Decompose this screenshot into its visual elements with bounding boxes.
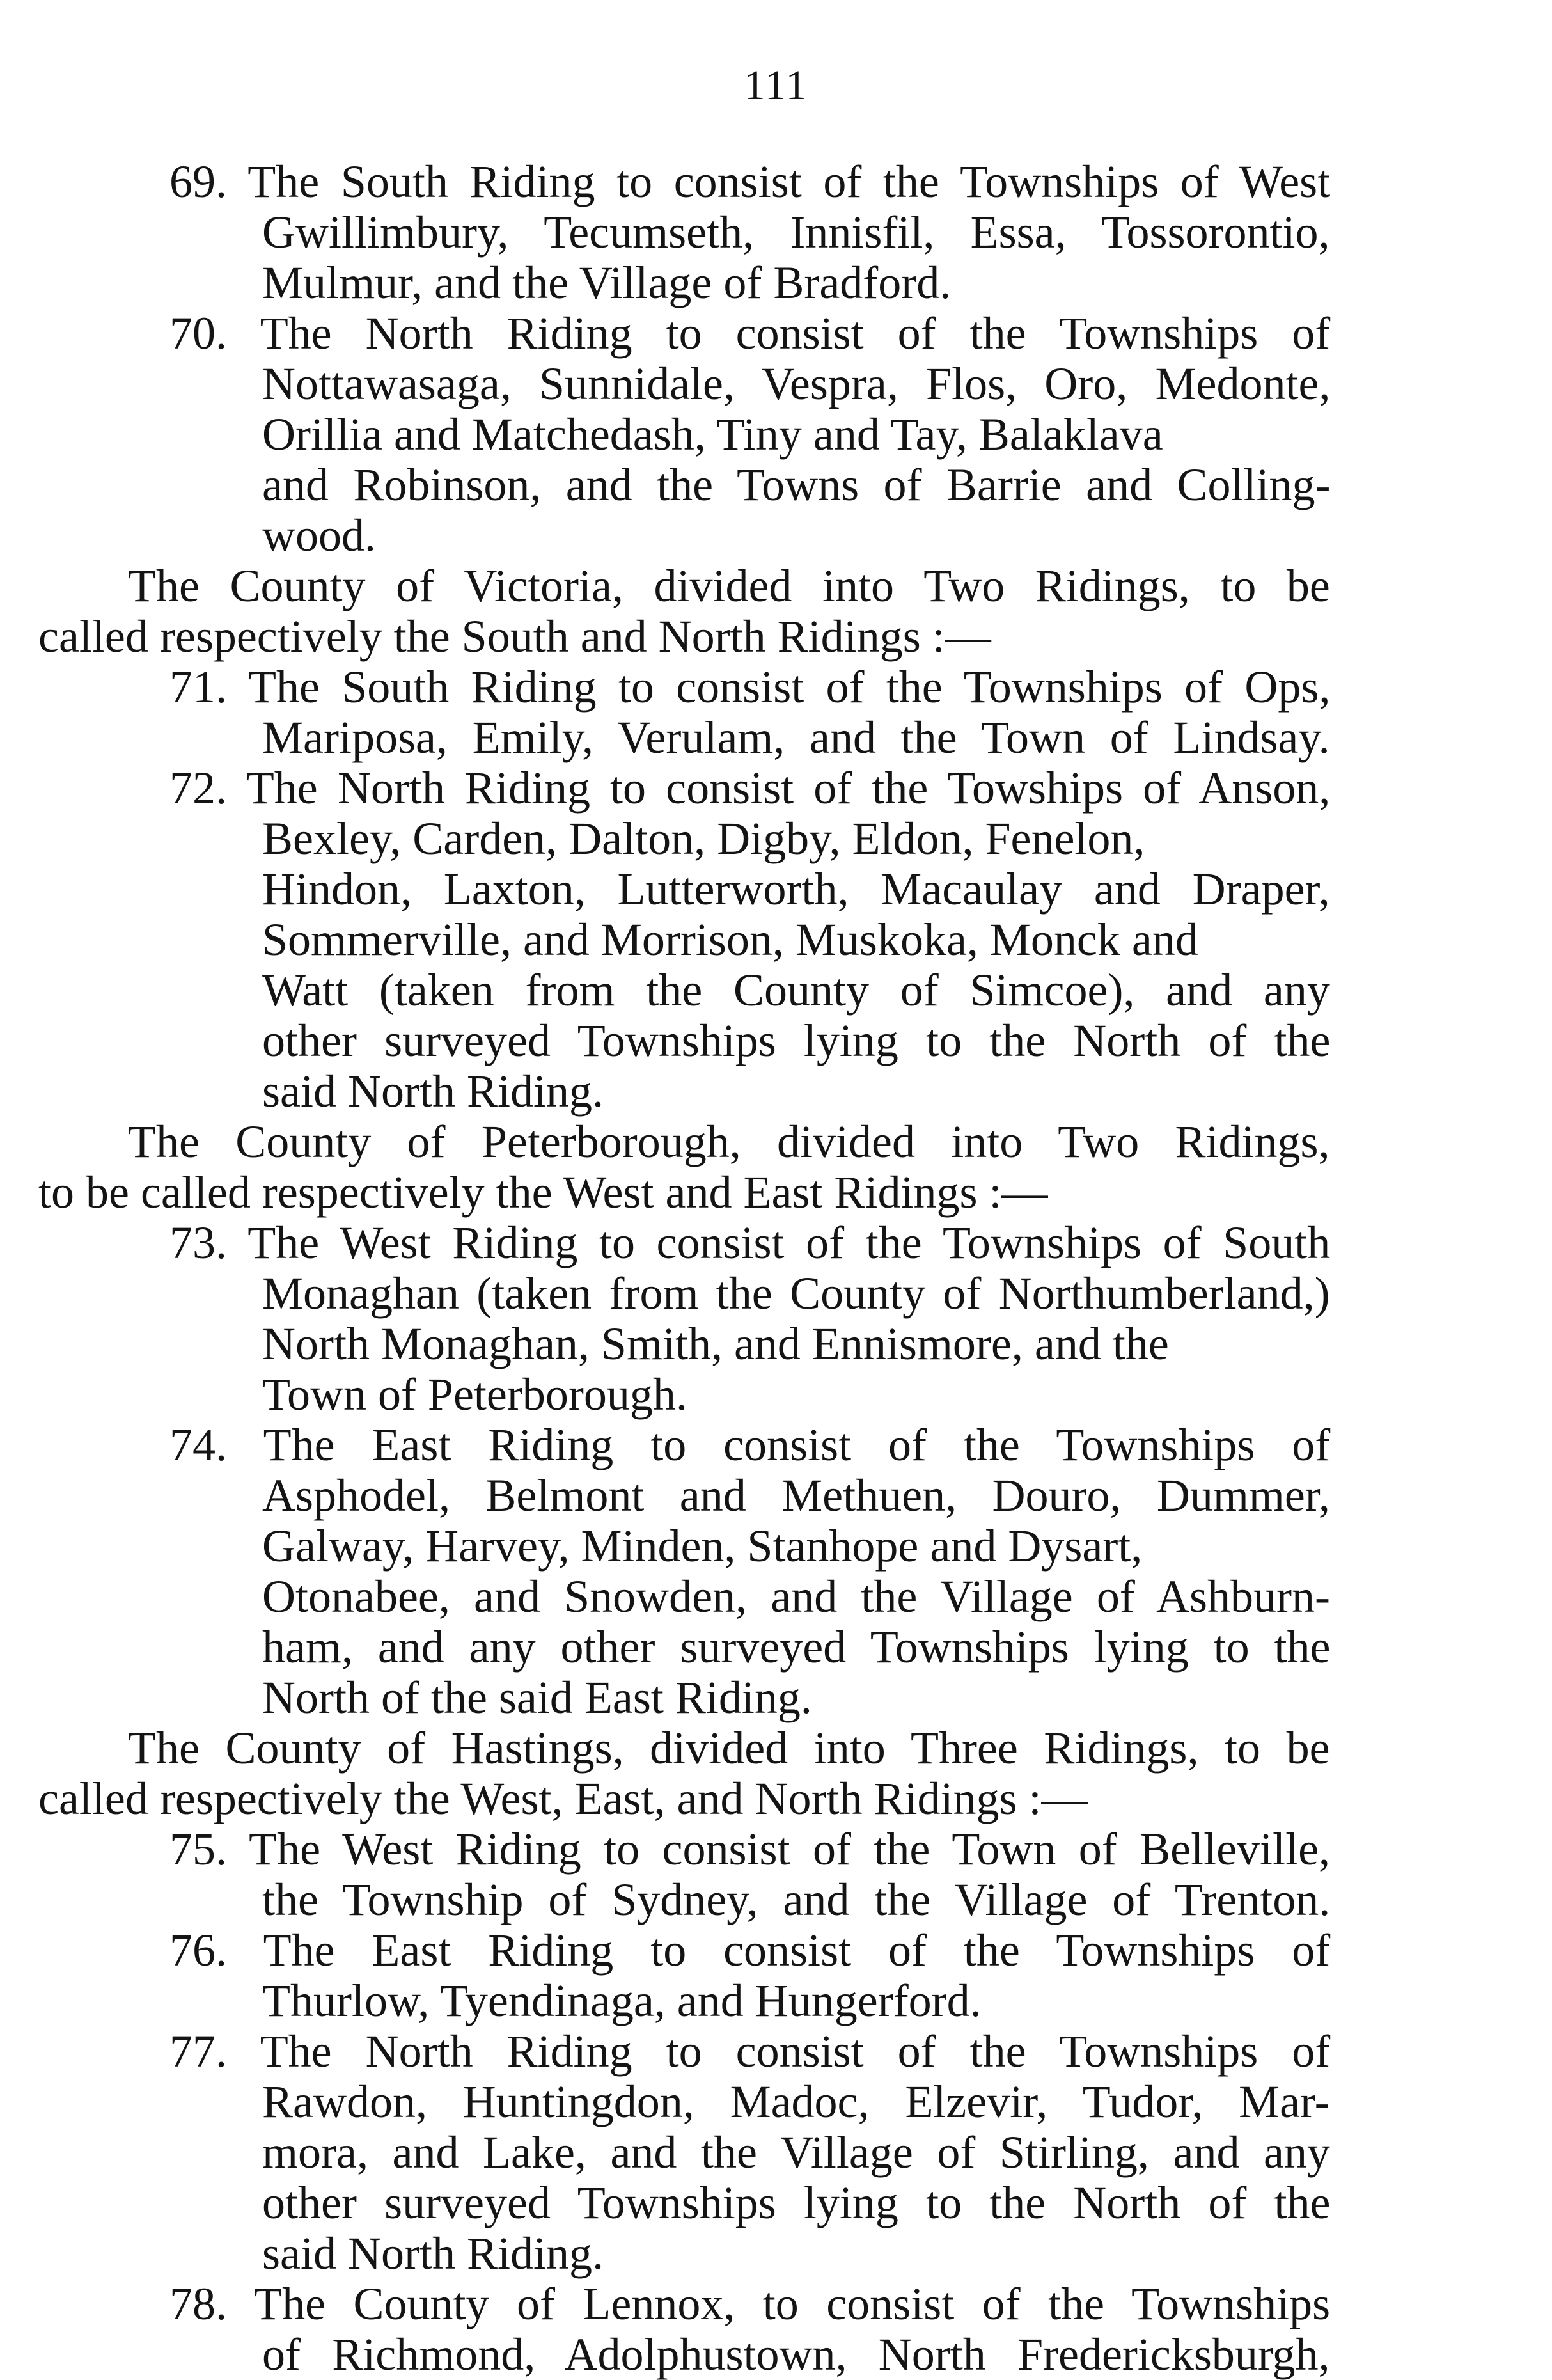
text-line: Nottawasaga, Sunnidale, Vespra, Flos, Oro, Medonte,	[262, 358, 1331, 409]
text-line: 70. The North Riding to consist of the Townships of	[169, 308, 1331, 359]
text-line: Watt (taken from the County of Simcoe), and any	[262, 965, 1330, 1016]
text-line: Mulmur, and the Village of Bradford.	[262, 257, 952, 308]
text-line: called respectively the South and North Ridings :—	[38, 611, 991, 662]
text-line: Monaghan (taken from the County of Northumberland,)	[262, 1268, 1330, 1319]
page-number: 111	[744, 62, 808, 109]
text-line: Gwillimbury, Tecumseth, Innisfil, Essa, Tossorontio,	[262, 207, 1330, 258]
text-line: 72. The North Riding to consist of the Towships of Anson,	[169, 762, 1331, 814]
text-line: Thurlow, Tyendinaga, and Hungerford.	[262, 1975, 982, 2026]
text-line: Mariposa, Emily, Verulam, and the Town of Lindsay.	[262, 712, 1330, 763]
text-line: North of the said East Riding.	[262, 1672, 812, 1723]
text-line: Bexley, Carden, Dalton, Digby, Eldon, Fenelon,	[262, 813, 1145, 864]
text-line: North Monaghan, Smith, and Ennismore, and the	[262, 1318, 1169, 1369]
text-line: Otonabee, and Snowden, and the Village of Ashburn-	[262, 1571, 1330, 1622]
text-line: 77. The North Riding to consist of the Townships of	[169, 2026, 1331, 2077]
text-line: 73. The West Riding to consist of the Townships of South	[169, 1217, 1331, 1268]
text-line: 78. The County of Lennox, to consist of the Townships	[169, 2278, 1331, 2329]
text-line: other surveyed Townships lying to the North of the	[262, 1015, 1331, 1066]
text-line: 74. The East Riding to consist of the Townships of	[169, 1419, 1331, 1470]
text-line: 71. The South Riding to consist of the Townships of Ops,	[169, 661, 1331, 713]
text-line: 76. The East Riding to consist of the Townships of	[169, 1925, 1331, 1976]
text-line: Rawdon, Huntingdon, Madoc, Elzevir, Tudor, Mar-	[262, 2076, 1330, 2127]
text-line: 75. The West Riding to consist of the Town of Belleville,	[169, 1824, 1331, 1875]
text-line: mora, and Lake, and the Village of Stirling, and any	[262, 2127, 1330, 2178]
text-line: The County of Victoria, divided into Two Ridings, to be	[128, 560, 1330, 611]
text-line: other surveyed Townships lying to the North of the	[262, 2177, 1331, 2228]
text-line: 69. The South Riding to consist of the Townships of West	[169, 156, 1331, 207]
text-line: The County of Peterborough, divided into Two Ridings,	[128, 1116, 1330, 1167]
text-line: and Robinson, and the Towns of Barrie and Colling-	[262, 459, 1331, 510]
text-line: Sommerville, and Morrison, Muskoka, Monck and	[262, 914, 1198, 965]
text-line: said North Riding.	[262, 2228, 604, 2279]
text-line: Asphodel, Belmont and Methuen, Douro, Dummer,	[262, 1470, 1330, 1521]
text-line: Town of Peterborough.	[262, 1369, 687, 1420]
text-line: The County of Hastings, divided into Three Ridings, to be	[128, 1722, 1330, 1774]
text-line: said North Riding.	[262, 1066, 604, 1117]
text-line: Hindon, Laxton, Lutterworth, Macaulay and Draper,	[262, 863, 1330, 915]
text-line: called respectively the West, East, and North Ridings :—	[38, 1773, 1088, 1824]
text-line: ham, and any other surveyed Townships lying to the	[262, 1621, 1331, 1673]
text-line: the Township of Sydney, and the Village of Trenton.	[262, 1874, 1331, 1925]
text-line: to be called respectively the West and East Ridings :—	[38, 1167, 1048, 1218]
text-line: of Richmond, Adolphustown, North Fredericksburgh,	[262, 2329, 1330, 2380]
text-line: Orillia and Matchedash, Tiny and Tay, Balaklava	[262, 409, 1163, 460]
text-line: Galway, Harvey, Minden, Stanhope and Dysart,	[262, 1520, 1143, 1572]
text-line: wood.	[262, 510, 376, 561]
